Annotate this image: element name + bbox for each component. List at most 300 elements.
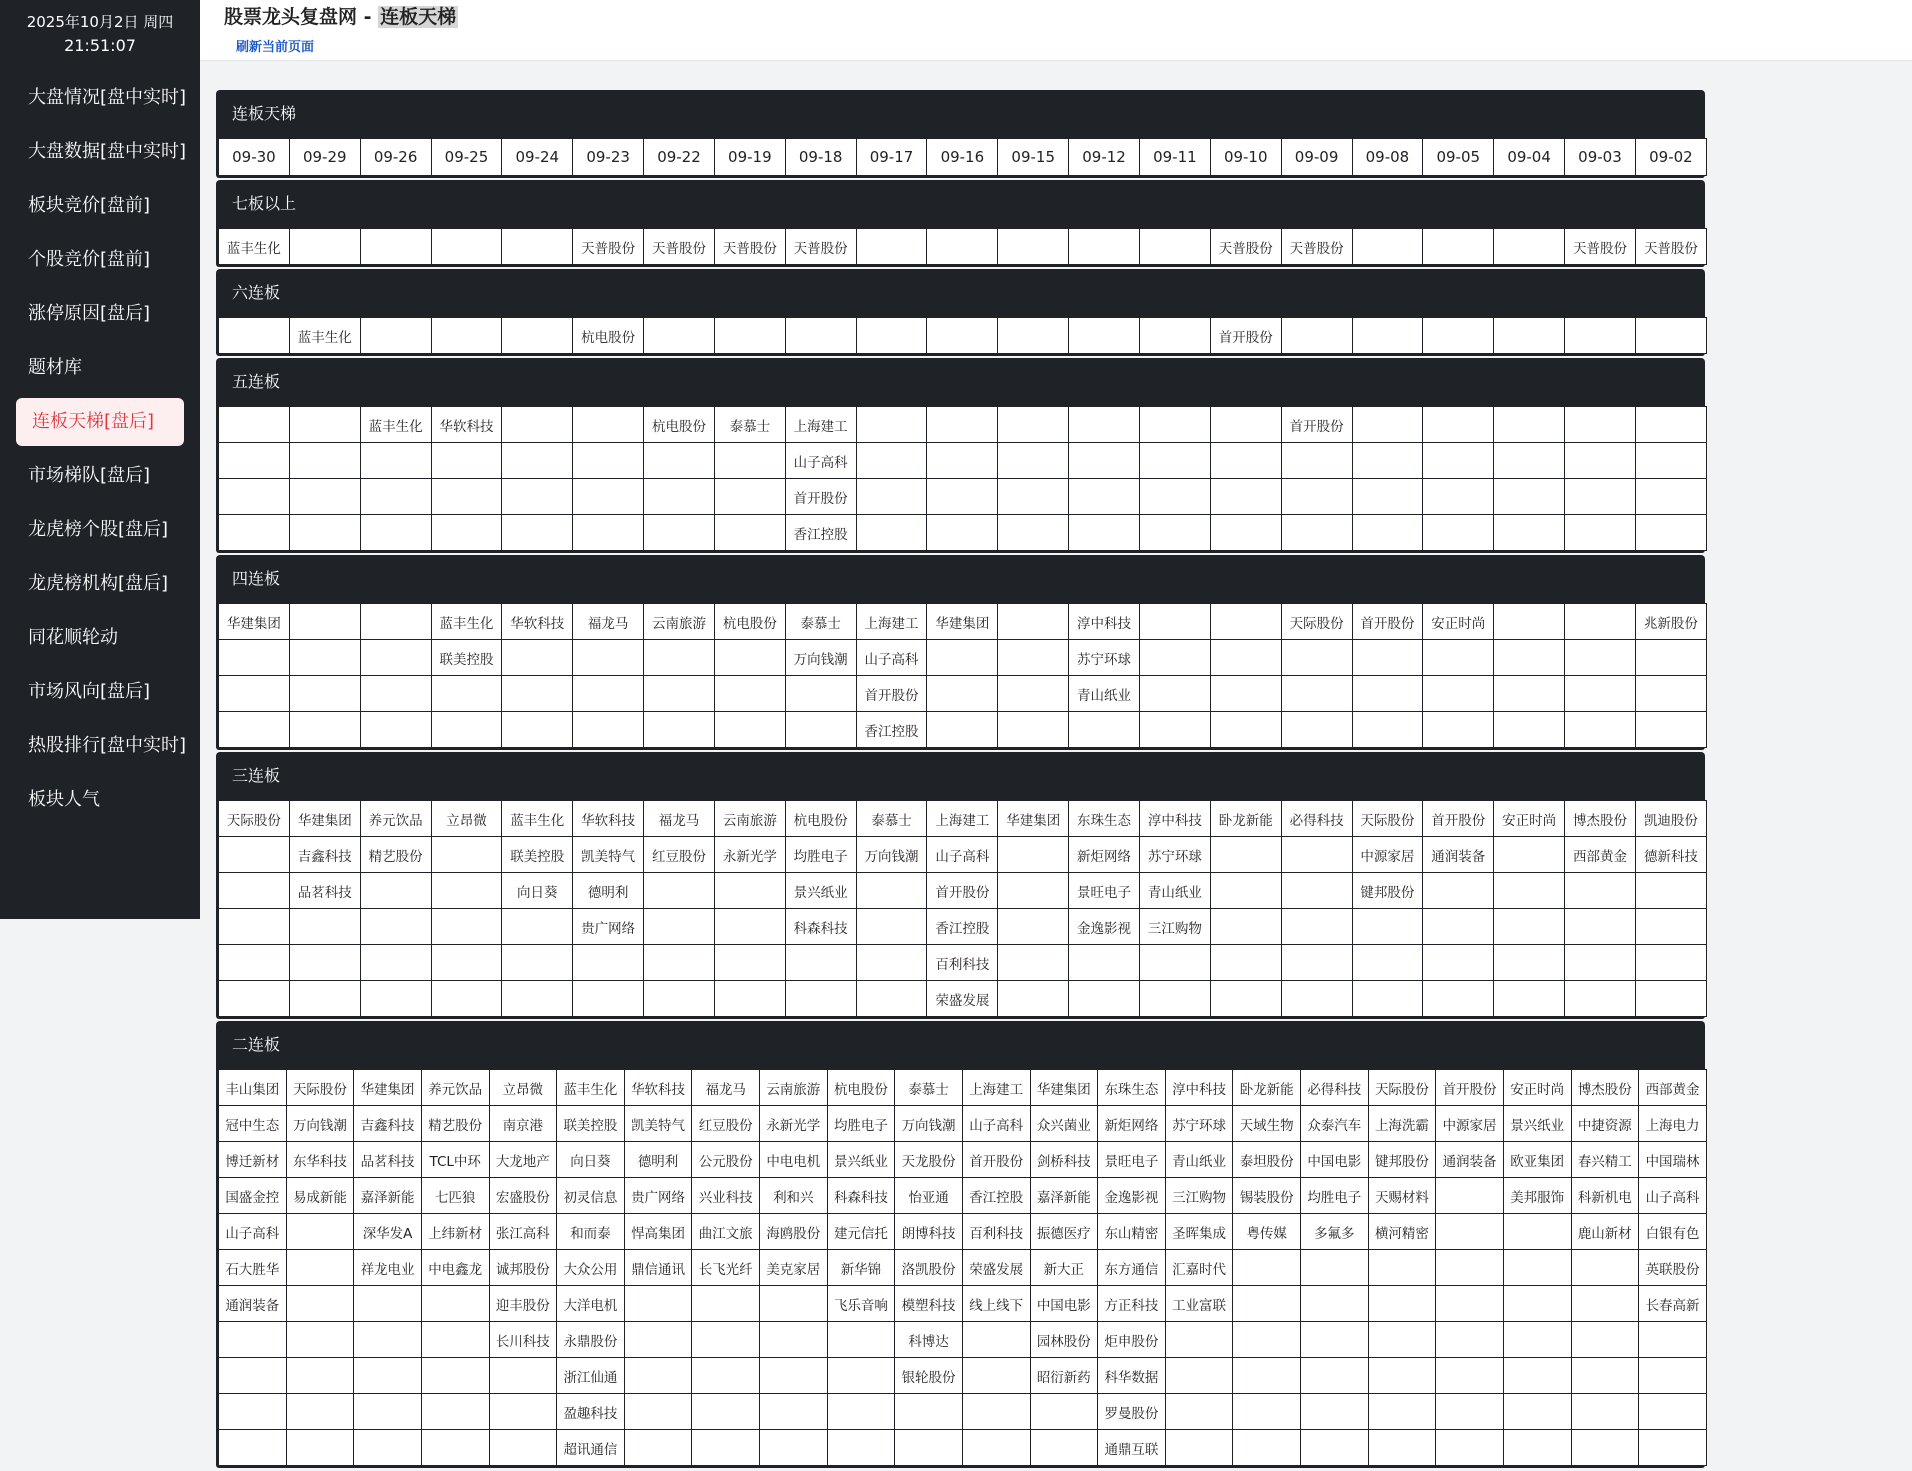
stock-cell[interactable]: 键邦股份 [1352, 873, 1423, 909]
stock-cell[interactable]: 天普股份 [1210, 229, 1281, 265]
stock-cell[interactable]: 天普股份 [573, 229, 644, 265]
stock-cell[interactable]: 立昂微 [431, 801, 502, 837]
stock-cell[interactable]: 均胜电子 [827, 1106, 895, 1142]
stock-cell[interactable]: 兴业科技 [692, 1178, 760, 1214]
stock-cell[interactable]: 锡装股份 [1233, 1178, 1301, 1214]
nav-market-tiers[interactable]: 市场梯队[盘后] [28, 465, 151, 486]
stock-cell[interactable]: 七匹狼 [421, 1178, 489, 1214]
stock-cell[interactable]: 美邦服饰 [1503, 1178, 1571, 1214]
stock-cell[interactable]: 嘉泽新能 [354, 1178, 422, 1214]
stock-cell[interactable]: 天普股份 [785, 229, 856, 265]
stock-cell[interactable]: 昭衍新药 [1030, 1358, 1098, 1394]
stock-cell[interactable]: 悍高集团 [624, 1214, 692, 1250]
stock-cell[interactable]: 天赐材料 [1368, 1178, 1436, 1214]
stock-cell[interactable]: 华软科技 [624, 1070, 692, 1106]
stock-cell[interactable]: 养元饮品 [360, 801, 431, 837]
stock-cell[interactable]: 深华发A [354, 1214, 422, 1250]
stock-cell[interactable]: 易成新能 [286, 1178, 354, 1214]
empty-cell [1281, 712, 1352, 748]
stock-cell[interactable]: 浙江仙通 [557, 1358, 625, 1394]
stock-cell[interactable]: 英联股份 [1639, 1250, 1707, 1286]
stock-cell[interactable]: 首开股份 [962, 1142, 1030, 1178]
stock-cell[interactable]: 科新机电 [1571, 1178, 1639, 1214]
stock-cell[interactable]: 天域生物 [1233, 1106, 1301, 1142]
stock-cell[interactable]: 青山纸业 [1165, 1142, 1233, 1178]
empty-cell [502, 945, 573, 981]
stock-cell[interactable]: 中国电影 [1301, 1142, 1369, 1178]
stock-cell[interactable]: 公元股份 [692, 1142, 760, 1178]
stock-cell[interactable]: 杭电股份 [714, 604, 785, 640]
stock-cell[interactable]: 安正时尚 [1503, 1070, 1571, 1106]
stock-cell[interactable]: 泰慕士 [856, 801, 927, 837]
stock-cell[interactable]: 东珠生态 [1098, 1070, 1166, 1106]
stock-cell[interactable]: 新炬网络 [1069, 837, 1140, 873]
stock-cell[interactable]: 泰慕士 [895, 1070, 963, 1106]
empty-cell [785, 318, 856, 354]
empty-cell [856, 443, 927, 479]
stock-cell[interactable]: 德明利 [624, 1142, 692, 1178]
stock-cell[interactable]: 必得科技 [1281, 801, 1352, 837]
stock-cell[interactable]: 横河精密 [1368, 1214, 1436, 1250]
nav-theme-library[interactable]: 题材库 [28, 357, 82, 378]
stock-cell[interactable]: 均胜电子 [1301, 1178, 1369, 1214]
stock-cell[interactable]: 蓝丰生化 [431, 604, 502, 640]
stock-cell[interactable]: 凯美特气 [573, 837, 644, 873]
stock-cell[interactable]: 天普股份 [1281, 229, 1352, 265]
stock-cell[interactable]: 香江控股 [785, 515, 856, 551]
empty-cell [998, 479, 1069, 515]
stock-cell[interactable]: 蓝丰生化 [360, 407, 431, 443]
stock-cell[interactable]: 蓝丰生化 [502, 801, 573, 837]
stock-cell[interactable]: 向日葵 [557, 1142, 625, 1178]
clock-time: 21:51:07 [64, 36, 136, 55]
empty-cell [219, 318, 290, 354]
empty-cell [1635, 873, 1706, 909]
stock-cell[interactable]: 多氟多 [1301, 1214, 1369, 1250]
stock-cell[interactable]: 模塑科技 [895, 1286, 963, 1322]
stock-cell[interactable]: 上海电力 [1639, 1106, 1707, 1142]
stock-cell[interactable]: 汇嘉时代 [1165, 1250, 1233, 1286]
stock-cell[interactable]: 石大胜华 [219, 1250, 287, 1286]
empty-cell [644, 479, 715, 515]
stock-cell[interactable]: 新大正 [1030, 1250, 1098, 1286]
stock-cell[interactable]: 东山精密 [1098, 1214, 1166, 1250]
stock-cell[interactable]: 品茗科技 [289, 873, 360, 909]
empty-cell [1233, 1394, 1301, 1430]
stock-cell[interactable]: 祥龙电业 [354, 1250, 422, 1286]
stock-cell[interactable]: 冠中生态 [219, 1106, 287, 1142]
stock-cell[interactable]: 苏宁环球 [1139, 837, 1210, 873]
stock-cell[interactable]: 景兴纸业 [785, 873, 856, 909]
stock-cell[interactable]: 山子高科 [785, 443, 856, 479]
nav-dragon-tiger-institutions[interactable]: 龙虎榜机构[盘后] [28, 573, 169, 594]
stock-cell[interactable]: 福龙马 [692, 1070, 760, 1106]
stock-cell[interactable]: 中国电影 [1030, 1286, 1098, 1322]
stock-cell[interactable]: 东华科技 [286, 1142, 354, 1178]
stock-cell[interactable]: 曲江文旅 [692, 1214, 760, 1250]
stock-cell[interactable]: 景旺电子 [1098, 1142, 1166, 1178]
empty-cell [421, 1430, 489, 1466]
nav-ths-rotation[interactable]: 同花顺轮动 [28, 627, 118, 648]
stock-cell[interactable]: 迎丰股份 [489, 1286, 557, 1322]
stock-cell[interactable]: 剑桥科技 [1030, 1142, 1098, 1178]
stock-cell[interactable]: 长川科技 [489, 1322, 557, 1358]
stock-cell[interactable]: 白银有色 [1639, 1214, 1707, 1250]
stock-cell[interactable]: 南京港 [489, 1106, 557, 1142]
stock-cell[interactable]: 山子高科 [927, 837, 998, 873]
empty-cell [360, 443, 431, 479]
stock-cell[interactable]: 精艺股份 [360, 837, 431, 873]
stock-cell[interactable]: 宏盛股份 [489, 1178, 557, 1214]
stock-cell[interactable]: 通润装备 [1436, 1142, 1504, 1178]
stock-cell[interactable]: 华软科技 [502, 604, 573, 640]
stock-cell[interactable]: 万向钱潮 [286, 1106, 354, 1142]
stock-cell[interactable]: 嘉泽新能 [1030, 1178, 1098, 1214]
stock-cell[interactable]: 中国瑞林 [1639, 1142, 1707, 1178]
stock-cell[interactable]: 泰慕士 [714, 407, 785, 443]
empty-cell [624, 1322, 692, 1358]
stock-cell[interactable]: 德新科技 [1635, 837, 1706, 873]
stock-cell[interactable]: 德明利 [573, 873, 644, 909]
stock-cell[interactable]: 景旺电子 [1069, 873, 1140, 909]
stock-cell[interactable]: 永新光学 [760, 1106, 828, 1142]
stock-cell[interactable]: 首开股份 [1281, 407, 1352, 443]
stock-cell[interactable]: 卧龙新能 [1233, 1070, 1301, 1106]
stock-cell[interactable]: 科森科技 [827, 1178, 895, 1214]
stock-cell[interactable]: 吉鑫科技 [354, 1106, 422, 1142]
stock-cell[interactable]: 上海建工 [962, 1070, 1030, 1106]
stock-cell[interactable]: 上海建工 [927, 801, 998, 837]
stock-cell[interactable]: 红豆股份 [692, 1106, 760, 1142]
stock-cell[interactable]: 贵广网络 [573, 909, 644, 945]
stock-cell[interactable]: 三江购物 [1165, 1178, 1233, 1214]
stock-cell[interactable]: 博杰股份 [1571, 1070, 1639, 1106]
stock-cell[interactable]: 和而泰 [557, 1214, 625, 1250]
stock-cell[interactable]: 银轮股份 [895, 1358, 963, 1394]
stock-cell[interactable]: 丰山集团 [219, 1070, 287, 1106]
refresh-page-link[interactable]: 刷新当前页面 [236, 40, 315, 55]
empty-cell [286, 1394, 354, 1430]
stock-cell[interactable]: 万向钱潮 [856, 837, 927, 873]
stock-cell[interactable]: 养元饮品 [421, 1070, 489, 1106]
stock-cell[interactable]: 鹿山新材 [1571, 1214, 1639, 1250]
stock-cell[interactable]: 凯迪股份 [1635, 801, 1706, 837]
stock-cell[interactable]: 新华锦 [827, 1250, 895, 1286]
empty-cell [1281, 443, 1352, 479]
stock-cell[interactable]: 首开股份 [1210, 318, 1281, 354]
stock-cell[interactable]: 春兴精工 [1571, 1142, 1639, 1178]
empty-cell [1503, 1322, 1571, 1358]
nav-market-overview[interactable]: 大盘情况[盘中实时] [28, 87, 187, 108]
stock-cell[interactable]: 吉鑫科技 [289, 837, 360, 873]
stock-cell[interactable]: 天普股份 [714, 229, 785, 265]
stock-cell[interactable]: 均胜电子 [785, 837, 856, 873]
stock-cell[interactable]: 万向钱潮 [785, 640, 856, 676]
stock-cell[interactable]: 杭电股份 [573, 318, 644, 354]
empty-cell [1069, 407, 1140, 443]
stock-cell[interactable]: 青山纸业 [1139, 873, 1210, 909]
empty-cell [219, 1394, 287, 1430]
stock-cell[interactable]: 朗博科技 [895, 1214, 963, 1250]
stock-cell[interactable]: 键邦股份 [1368, 1142, 1436, 1178]
stock-cell[interactable]: 中电鑫龙 [421, 1250, 489, 1286]
nav-market-direction[interactable]: 市场风向[盘后] [28, 681, 151, 702]
stock-cell[interactable]: 长春高新 [1639, 1286, 1707, 1322]
stock-cell[interactable]: 贵广网络 [624, 1178, 692, 1214]
stock-cell[interactable]: 天际股份 [1368, 1070, 1436, 1106]
stock-cell[interactable]: 华建集团 [219, 604, 290, 640]
empty-cell [1139, 229, 1210, 265]
stock-cell[interactable]: 美克家居 [760, 1250, 828, 1286]
empty-cell [927, 515, 998, 551]
stock-cell[interactable]: 中电电机 [760, 1142, 828, 1178]
stock-cell[interactable]: 科博达 [895, 1322, 963, 1358]
stock-cell[interactable]: 鼎信通讯 [624, 1250, 692, 1286]
empty-cell [1565, 712, 1636, 748]
stock-cell[interactable]: 博迁新材 [219, 1142, 287, 1178]
stock-cell[interactable]: 盈趣科技 [557, 1394, 625, 1430]
stock-cell[interactable]: 科森科技 [785, 909, 856, 945]
empty-cell [573, 981, 644, 1017]
stock-cell[interactable]: 山子高科 [1639, 1178, 1707, 1214]
stock-cell[interactable]: 华建集团 [998, 801, 1069, 837]
stock-cell[interactable]: 安正时尚 [1494, 801, 1565, 837]
stock-cell[interactable]: 淳中科技 [1069, 604, 1140, 640]
stock-cell[interactable]: 杭电股份 [644, 407, 715, 443]
empty-cell [502, 640, 573, 676]
stock-cell[interactable]: 联美控股 [557, 1106, 625, 1142]
stock-cell[interactable]: 景兴纸业 [827, 1142, 895, 1178]
empty-cell [998, 712, 1069, 748]
stock-cell[interactable]: 西部黄金 [1565, 837, 1636, 873]
stock-cell[interactable]: 联美控股 [502, 837, 573, 873]
empty-cell [421, 1358, 489, 1394]
table-row [219, 407, 1707, 443]
stock-cell[interactable]: 金逸影视 [1069, 909, 1140, 945]
stock-cell[interactable]: 山子高科 [856, 640, 927, 676]
stock-cell[interactable]: 方正科技 [1098, 1286, 1166, 1322]
stock-cell[interactable]: 云南旅游 [760, 1070, 828, 1106]
stock-cell[interactable]: 蓝丰生化 [289, 318, 360, 354]
stock-cell[interactable]: 华建集团 [927, 604, 998, 640]
stock-cell[interactable]: 香江控股 [962, 1178, 1030, 1214]
stock-cell[interactable]: 向日葵 [502, 873, 573, 909]
empty-cell [1436, 1286, 1504, 1322]
stock-cell[interactable]: 香江控股 [927, 909, 998, 945]
stock-cell[interactable]: 首开股份 [1436, 1070, 1504, 1106]
stock-cell[interactable]: 精艺股份 [421, 1106, 489, 1142]
section-table [218, 317, 1707, 354]
stock-cell[interactable]: 天普股份 [1565, 229, 1636, 265]
stock-cell[interactable]: 怡亚通 [895, 1178, 963, 1214]
stock-cell[interactable]: 上海洗霸 [1368, 1106, 1436, 1142]
stock-cell[interactable]: 淳中科技 [1139, 801, 1210, 837]
stock-cell[interactable]: 青山纸业 [1069, 676, 1140, 712]
stock-cell[interactable]: 红豆股份 [644, 837, 715, 873]
stock-cell[interactable]: 超讯通信 [557, 1430, 625, 1466]
stock-cell[interactable]: TCL中环 [421, 1142, 489, 1178]
stock-cell[interactable]: 利和兴 [760, 1178, 828, 1214]
stock-cell[interactable]: 粤传媒 [1233, 1214, 1301, 1250]
section-title: 四连板 [216, 555, 1705, 603]
nav-consecutive-ladder[interactable]: 连板天梯[盘后] [16, 398, 184, 446]
stock-cell[interactable]: 必得科技 [1301, 1070, 1369, 1106]
stock-cell[interactable]: 科华数据 [1098, 1358, 1166, 1394]
stock-cell[interactable]: 东珠生态 [1069, 801, 1140, 837]
empty-cell [219, 1358, 287, 1394]
stock-cell[interactable]: 泰坦股份 [1233, 1142, 1301, 1178]
empty-cell [1352, 407, 1423, 443]
stock-cell[interactable]: 联美控股 [431, 640, 502, 676]
stock-cell[interactable]: 山子高科 [962, 1106, 1030, 1142]
empty-cell [573, 407, 644, 443]
stock-cell[interactable]: 华建集团 [1030, 1070, 1098, 1106]
nav-limit-up-reasons[interactable]: 涨停原因[盘后] [28, 303, 151, 324]
stock-cell[interactable]: 众泰汽车 [1301, 1106, 1369, 1142]
stock-cell[interactable]: 香江控股 [856, 712, 927, 748]
empty-cell [1281, 676, 1352, 712]
stock-cell[interactable]: 中捷资源 [1571, 1106, 1639, 1142]
stock-cell[interactable]: 百利科技 [927, 945, 998, 981]
stock-cell[interactable]: 立昂微 [489, 1070, 557, 1106]
stock-cell[interactable]: 福龙马 [644, 801, 715, 837]
stock-cell[interactable]: 初灵信息 [557, 1178, 625, 1214]
empty-cell [1233, 1322, 1301, 1358]
nav-dragon-tiger-stocks[interactable]: 龙虎榜个股[盘后] [28, 519, 169, 540]
stock-cell[interactable]: 博杰股份 [1565, 801, 1636, 837]
stock-cell[interactable]: 华软科技 [573, 801, 644, 837]
stock-cell[interactable]: 云南旅游 [644, 604, 715, 640]
stock-cell[interactable]: 永鼎股份 [557, 1322, 625, 1358]
stock-cell[interactable]: 首开股份 [1423, 801, 1494, 837]
stock-cell[interactable]: 欧亚集团 [1503, 1142, 1571, 1178]
stock-cell[interactable]: 首开股份 [785, 479, 856, 515]
stock-cell[interactable]: 中源家居 [1352, 837, 1423, 873]
empty-cell [1494, 837, 1565, 873]
stock-cell[interactable]: 罗曼股份 [1098, 1394, 1166, 1430]
stock-cell[interactable]: 众兴菌业 [1030, 1106, 1098, 1142]
nav-stock-auction[interactable]: 个股竞价[盘前] [28, 249, 151, 270]
stock-cell[interactable]: 景兴纸业 [1503, 1106, 1571, 1142]
empty-cell [1301, 1322, 1369, 1358]
stock-cell[interactable]: 工业富联 [1165, 1286, 1233, 1322]
empty-cell [1233, 1430, 1301, 1466]
stock-cell[interactable]: 张江高科 [489, 1214, 557, 1250]
empty-cell [1571, 1358, 1639, 1394]
stock-cell[interactable]: 云南旅游 [714, 801, 785, 837]
stock-cell[interactable]: 品茗科技 [354, 1142, 422, 1178]
stock-cell[interactable]: 天际股份 [1281, 604, 1352, 640]
stock-cell[interactable]: 安正时尚 [1423, 604, 1494, 640]
stock-cell[interactable]: 兆新股份 [1635, 604, 1706, 640]
stock-cell[interactable]: 福龙马 [573, 604, 644, 640]
table-row [219, 1358, 1707, 1394]
stock-cell[interactable]: 苏宁环球 [1069, 640, 1140, 676]
stock-cell[interactable]: 大众公用 [557, 1250, 625, 1286]
stock-cell[interactable]: 荣盛发展 [927, 981, 998, 1017]
empty-cell [502, 909, 573, 945]
nav-hot-stocks[interactable]: 热股排行[盘中实时] [28, 735, 187, 756]
stock-cell[interactable]: 泰慕士 [785, 604, 856, 640]
stock-cell[interactable]: 永新光学 [714, 837, 785, 873]
stock-cell[interactable]: 华软科技 [431, 407, 502, 443]
stock-cell[interactable]: 长飞光纤 [692, 1250, 760, 1286]
stock-cell[interactable]: 华建集团 [354, 1070, 422, 1106]
stock-cell[interactable]: 蓝丰生化 [219, 229, 290, 265]
stock-cell[interactable]: 首开股份 [856, 676, 927, 712]
stock-cell[interactable]: 上海建工 [856, 604, 927, 640]
stock-cell[interactable]: 天际股份 [219, 801, 290, 837]
stock-cell[interactable]: 金逸影视 [1098, 1178, 1166, 1214]
stock-cell[interactable]: 天普股份 [1635, 229, 1706, 265]
stock-cell[interactable]: 大龙地产 [489, 1142, 557, 1178]
nav-sector-popularity[interactable]: 板块人气 [28, 789, 100, 810]
stock-cell[interactable]: 天普股份 [644, 229, 715, 265]
stock-cell[interactable]: 东方通信 [1098, 1250, 1166, 1286]
empty-cell [502, 479, 573, 515]
stock-cell[interactable]: 大洋电机 [557, 1286, 625, 1322]
stock-cell[interactable]: 首开股份 [1352, 604, 1423, 640]
empty-cell [998, 981, 1069, 1017]
stock-cell[interactable]: 诚邦股份 [489, 1250, 557, 1286]
stock-cell[interactable]: 通鼎互联 [1098, 1430, 1166, 1466]
stock-cell[interactable]: 炬申股份 [1098, 1322, 1166, 1358]
stock-cell[interactable]: 淳中科技 [1165, 1070, 1233, 1106]
stock-cell[interactable]: 华建集团 [289, 801, 360, 837]
empty-cell [1069, 318, 1140, 354]
stock-cell[interactable]: 圣晖集成 [1165, 1214, 1233, 1250]
stock-cell[interactable]: 飞乐音响 [827, 1286, 895, 1322]
empty-cell [1301, 1430, 1369, 1466]
date-cell: 09-08 [1352, 139, 1423, 176]
stock-cell[interactable]: 首开股份 [927, 873, 998, 909]
stock-cell[interactable]: 天际股份 [1352, 801, 1423, 837]
site-name: 股票龙头复盘网 - [224, 6, 379, 28]
stock-cell[interactable]: 通润装备 [1423, 837, 1494, 873]
stock-cell[interactable]: 卧龙新能 [1210, 801, 1281, 837]
stock-cell[interactable]: 天际股份 [286, 1070, 354, 1106]
stock-cell[interactable]: 凯美特气 [624, 1106, 692, 1142]
stock-cell[interactable]: 蓝丰生化 [557, 1070, 625, 1106]
stock-cell[interactable]: 线上线下 [962, 1286, 1030, 1322]
stock-cell[interactable]: 上纬新材 [421, 1214, 489, 1250]
stock-cell[interactable]: 荣盛发展 [962, 1250, 1030, 1286]
stock-cell[interactable]: 西部黄金 [1639, 1070, 1707, 1106]
stock-cell[interactable]: 万向钱潮 [895, 1106, 963, 1142]
nav-market-data[interactable]: 大盘数据[盘中实时] [28, 141, 187, 162]
stock-cell[interactable]: 百利科技 [962, 1214, 1030, 1250]
stock-cell[interactable]: 中源家居 [1436, 1106, 1504, 1142]
empty-cell [644, 909, 715, 945]
stock-cell[interactable]: 天龙股份 [895, 1142, 963, 1178]
nav-sector-auction[interactable]: 板块竞价[盘前] [28, 195, 151, 216]
stock-cell[interactable]: 三江购物 [1139, 909, 1210, 945]
stock-cell[interactable]: 建元信托 [827, 1214, 895, 1250]
stock-cell[interactable]: 苏宁环球 [1165, 1106, 1233, 1142]
stock-cell[interactable]: 新炬网络 [1098, 1106, 1166, 1142]
stock-cell[interactable]: 通润装备 [219, 1286, 287, 1322]
stock-cell[interactable]: 国盛金控 [219, 1178, 287, 1214]
stock-cell[interactable]: 杭电股份 [785, 801, 856, 837]
stock-cell[interactable]: 园林股份 [1030, 1322, 1098, 1358]
stock-cell[interactable]: 上海建工 [785, 407, 856, 443]
stock-cell[interactable]: 海鸥股份 [760, 1214, 828, 1250]
stock-cell[interactable]: 洛凯股份 [895, 1250, 963, 1286]
stock-cell[interactable]: 山子高科 [219, 1214, 287, 1250]
table-row [219, 515, 1707, 551]
stock-cell[interactable]: 振德医疗 [1030, 1214, 1098, 1250]
stock-cell[interactable]: 杭电股份 [827, 1070, 895, 1106]
